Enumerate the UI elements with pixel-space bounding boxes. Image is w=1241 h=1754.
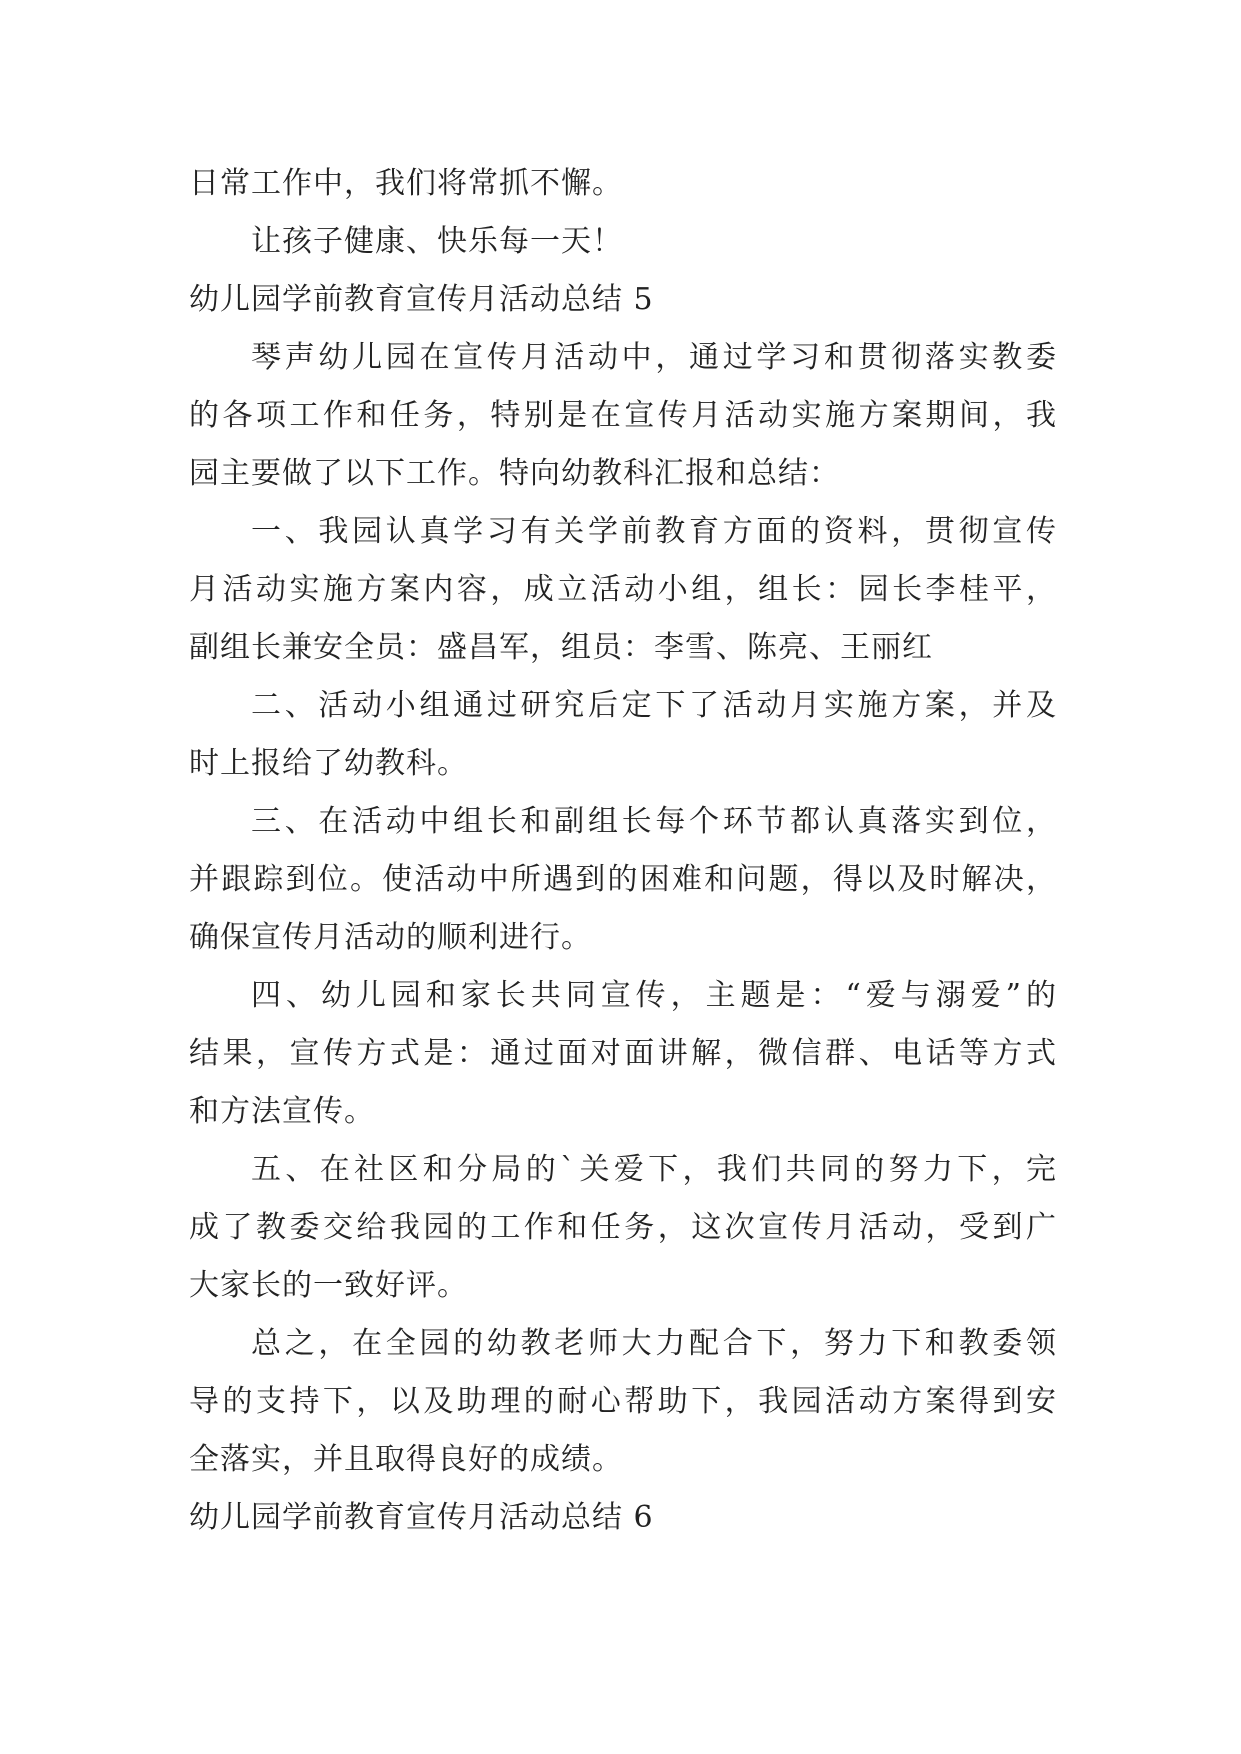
paragraph-line: 园主要做了以下工作。特向幼教科汇报和总结： [189,456,840,491]
paragraph-line: 五、在社区和分局的`关爱下，我们共同的努力下，完 [251,1152,1057,1187]
text-line: 日常工作中，我们将常抓不懈。 [189,166,623,201]
paragraph-line: 月活动实施方案内容，成立活动小组，组长：园长李桂平， [189,572,1057,607]
paragraph-line: 时上报给了幼教科。 [189,746,468,781]
paragraph-line: 琴声幼儿园在宣传月活动中，通过学习和贯彻落实教委 [251,340,1057,375]
paragraph-line: 总之，在全园的幼教老师大力配合下，努力下和教委领 [251,1326,1057,1361]
paragraph-line: 的各项工作和任务，特别是在宣传月活动实施方案期间，我 [189,398,1057,433]
paragraph-line: 四、幼儿园和家长共同宣传，主题是：“爱与溺爱”的 [251,978,1057,1013]
document-body [189,155,1057,1547]
section-heading: 幼儿园学前教育宣传月活动总结 6 [189,1500,654,1535]
paragraph-line: 大家长的一致好评。 [189,1268,468,1303]
paragraph-line: 确保宣传月活动的顺利进行。 [189,920,592,955]
section-heading: 幼儿园学前教育宣传月活动总结 5 [189,282,654,317]
paragraph-line: 并跟踪到位。使活动中所遇到的困难和问题，得以及时解决， [189,862,1057,897]
paragraph-line: 三、在活动中组长和副组长每个环节都认真落实到位， [251,804,1057,839]
paragraph-line: 成了教委交给我园的工作和任务，这次宣传月活动，受到广 [189,1210,1057,1245]
paragraph-line: 二、活动小组通过研究后定下了活动月实施方案，并及 [251,688,1057,723]
paragraph-line: 副组长兼安全员：盛昌军，组员：李雪、陈亮、王丽红 [189,630,933,665]
paragraph-line: 一、我园认真学习有关学前教育方面的资料，贯彻宣传 [251,514,1057,549]
paragraph-line: 结果，宣传方式是：通过面对面讲解，微信群、电话等方式 [189,1036,1057,1071]
paragraph-line: 导的支持下，以及助理的耐心帮助下，我园活动方案得到安 [189,1384,1057,1419]
paragraph-line: 和方法宣传。 [189,1094,375,1129]
paragraph-line: 全落实，并且取得良好的成绩。 [189,1442,623,1477]
text-line: 让孩子健康、快乐每一天！ [251,224,623,259]
